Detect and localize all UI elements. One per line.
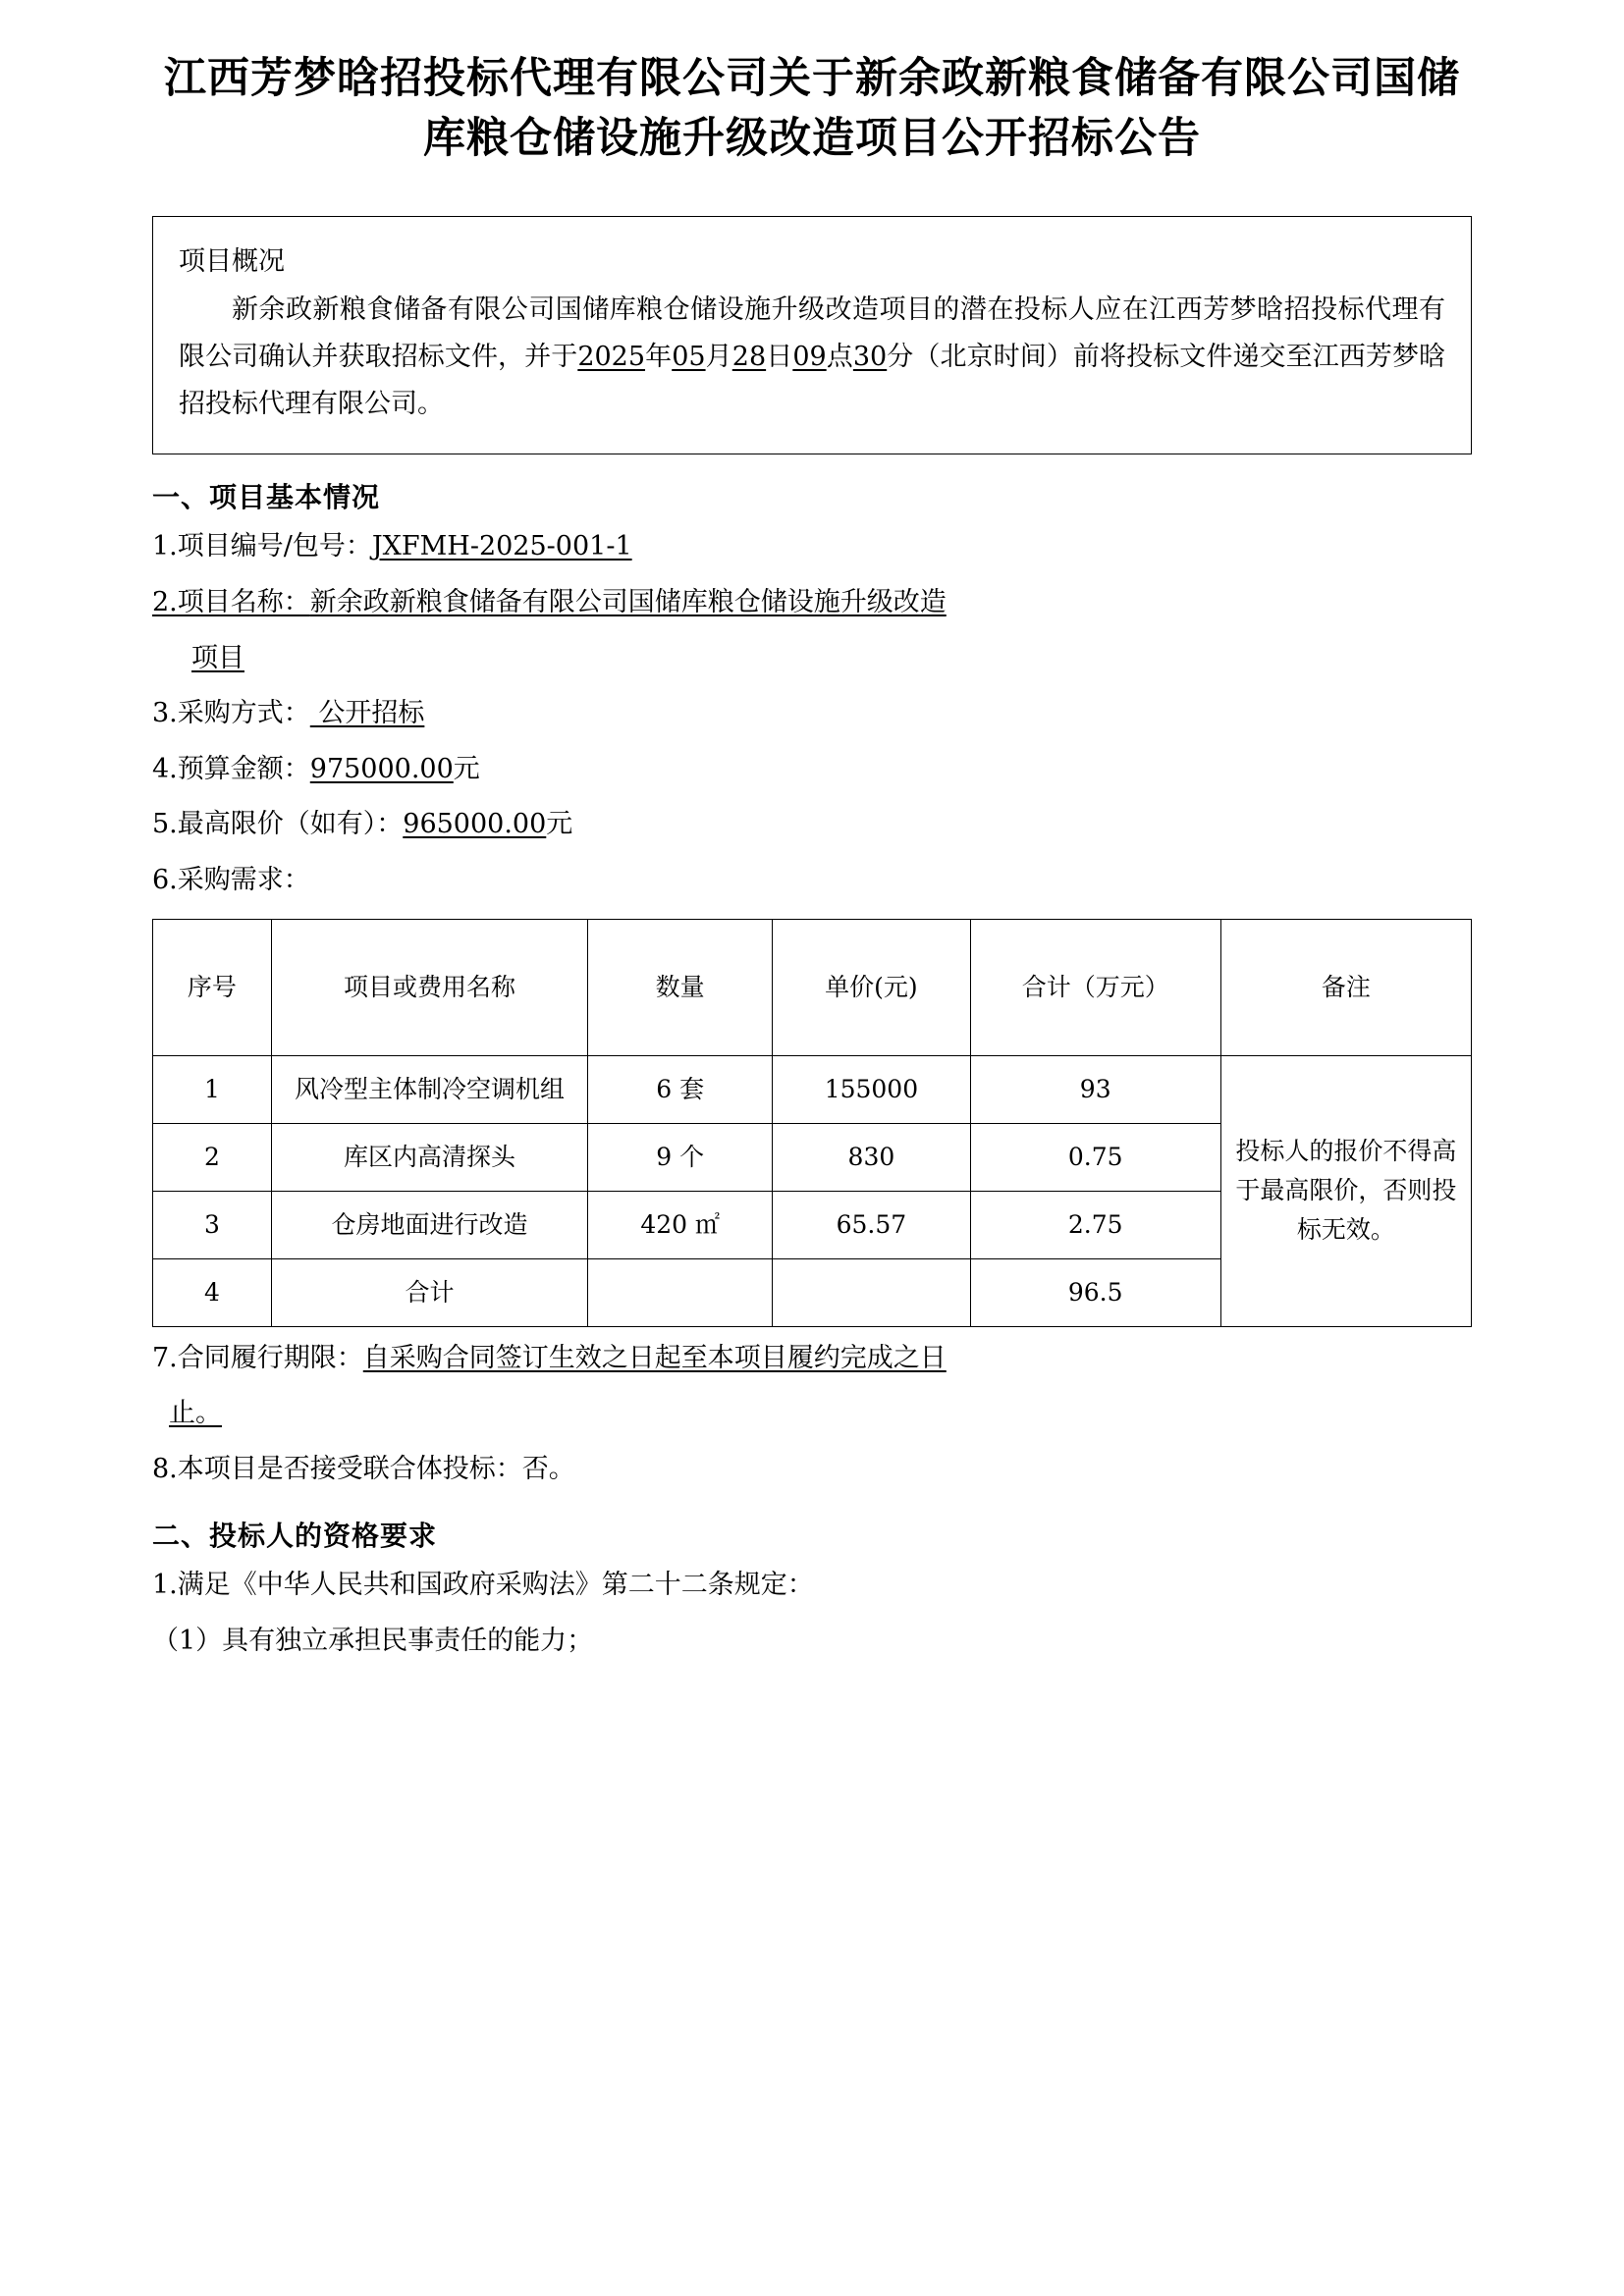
cell-price: 830 bbox=[773, 1123, 970, 1191]
project-summary-box bbox=[152, 216, 1472, 454]
cell-total: 93 bbox=[970, 1055, 1220, 1123]
item-contract-period-cont bbox=[169, 1390, 1472, 1438]
item-budget-value: 975000.00 bbox=[309, 753, 454, 784]
cell-qty: 9 个 bbox=[588, 1123, 773, 1191]
item-budget-label: 4.预算金额： bbox=[152, 753, 310, 784]
item-max-price-value: 965000.00 bbox=[403, 809, 547, 840]
cell-name: 合计 bbox=[271, 1258, 587, 1326]
item-project-name-label: 2.项目名称： bbox=[152, 587, 310, 618]
cell-qty: 6 套 bbox=[588, 1055, 773, 1123]
section-heading-1: 一、项目基本情况 bbox=[152, 481, 381, 514]
cell-no: 2 bbox=[153, 1123, 272, 1191]
qualification-item-1-1: （1）具有独立承担民事责任的能力； bbox=[152, 1626, 594, 1657]
item-max-price bbox=[152, 801, 1472, 849]
table-header-price: 单价(元) bbox=[773, 919, 970, 1055]
procurement-requirements-table bbox=[152, 919, 1472, 1327]
summary-day-label: 日 bbox=[766, 342, 793, 373]
cell-qty: 420 ㎡ bbox=[588, 1191, 773, 1258]
summary-hour: 09 bbox=[792, 342, 827, 373]
cell-no: 1 bbox=[153, 1055, 272, 1123]
item-contract-period-label: 7.合同履行期限： bbox=[152, 1342, 363, 1373]
table-header-row bbox=[153, 919, 1472, 1055]
cell-price: 65.57 bbox=[773, 1191, 970, 1258]
page-title: 江西芳梦晗招投标代理有限公司关于新余政新粮食储备有限公司国储库粮仓储设施升级改造项目公开招标公告 bbox=[164, 54, 1460, 164]
cell-price: 155000 bbox=[773, 1055, 970, 1123]
table-header-qty: 数量 bbox=[588, 919, 773, 1055]
item-project-number-value: JXFMH-2025-001-1 bbox=[371, 531, 632, 562]
summary-year-label: 年 bbox=[645, 342, 673, 373]
cell-total: 0.75 bbox=[970, 1123, 1220, 1191]
summary-minute: 30 bbox=[852, 342, 888, 373]
cell-remark: 投标人的报价不得高于最高限价，否则投标无效。 bbox=[1220, 1055, 1471, 1326]
summary-minute-label: 分 bbox=[887, 342, 914, 373]
summary-day: 28 bbox=[731, 342, 767, 373]
table-row bbox=[153, 1055, 1472, 1123]
item-max-price-unit: 元 bbox=[546, 809, 573, 840]
section-heading-2: 二、投标人的资格要求 bbox=[152, 1520, 438, 1553]
item-project-name-value-cont: 项目 bbox=[191, 642, 244, 673]
item-max-price-label: 5.最高限价（如有）： bbox=[152, 809, 404, 840]
summary-month: 05 bbox=[672, 342, 706, 373]
item-project-number bbox=[152, 523, 1472, 571]
cell-price bbox=[773, 1258, 970, 1326]
cell-name: 风冷型主体制冷空调机组 bbox=[271, 1055, 587, 1123]
qualification-item-1: 1.满足《中华人民共和国政府采购法》第二十二条规定： bbox=[152, 1570, 814, 1601]
table-header-remark: 备注 bbox=[1220, 919, 1471, 1055]
item-project-name bbox=[152, 579, 1472, 627]
item-project-name-value: 新余政新粮食储备有限公司国储库粮仓储设施升级改造 bbox=[309, 587, 947, 618]
table-header-no: 序号 bbox=[153, 919, 272, 1055]
cell-no: 4 bbox=[153, 1258, 272, 1326]
item-project-name-cont bbox=[191, 635, 1472, 683]
cell-total: 2.75 bbox=[970, 1191, 1220, 1258]
item-procurement-method bbox=[152, 690, 1472, 738]
cell-name: 库区内高清探头 bbox=[271, 1123, 587, 1191]
item-contract-period-value: 自采购合同签订生效之日起至本项目履约完成之日 bbox=[362, 1342, 947, 1373]
summary-body bbox=[179, 287, 1445, 428]
item-procurement-method-value: 公开招标 bbox=[309, 698, 425, 729]
cell-no: 3 bbox=[153, 1191, 272, 1258]
summary-year: 2025 bbox=[577, 342, 646, 373]
summary-month-label: 月 bbox=[705, 342, 732, 373]
item-consortium: 8.本项目是否接受联合体投标：否。 bbox=[152, 1453, 575, 1484]
summary-text-part1: 新余政新粮食储备有限公司国储库粮仓储设施升级改造项目的潜在投标人应在江西芳梦晗招投标代理有限公司确认并获取招标文件，并于 bbox=[179, 294, 1445, 373]
item-procurement-method-label: 3.采购方式： bbox=[152, 698, 310, 729]
summary-hour-label: 点 bbox=[826, 342, 853, 373]
cell-qty bbox=[588, 1258, 773, 1326]
cell-name: 仓房地面进行改造 bbox=[271, 1191, 587, 1258]
item-budget bbox=[152, 746, 1472, 794]
item-requirements-label: 6.采购需求： bbox=[152, 865, 310, 896]
item-contract-period-value-cont: 止。 bbox=[169, 1398, 222, 1429]
table-header-name: 项目或费用名称 bbox=[271, 919, 587, 1055]
item-contract-period bbox=[152, 1335, 1472, 1383]
item-project-number-label: 1.项目编号/包号： bbox=[152, 531, 372, 562]
summary-text-part2: （北京时间）前将投标文件递交至江西芳梦晗招投标代理有限公司。 bbox=[179, 342, 1446, 420]
table-header-total: 合计（万元） bbox=[970, 919, 1220, 1055]
item-budget-unit: 元 bbox=[453, 753, 480, 784]
cell-total: 96.5 bbox=[970, 1258, 1220, 1326]
summary-heading: 项目概况 bbox=[179, 246, 285, 278]
